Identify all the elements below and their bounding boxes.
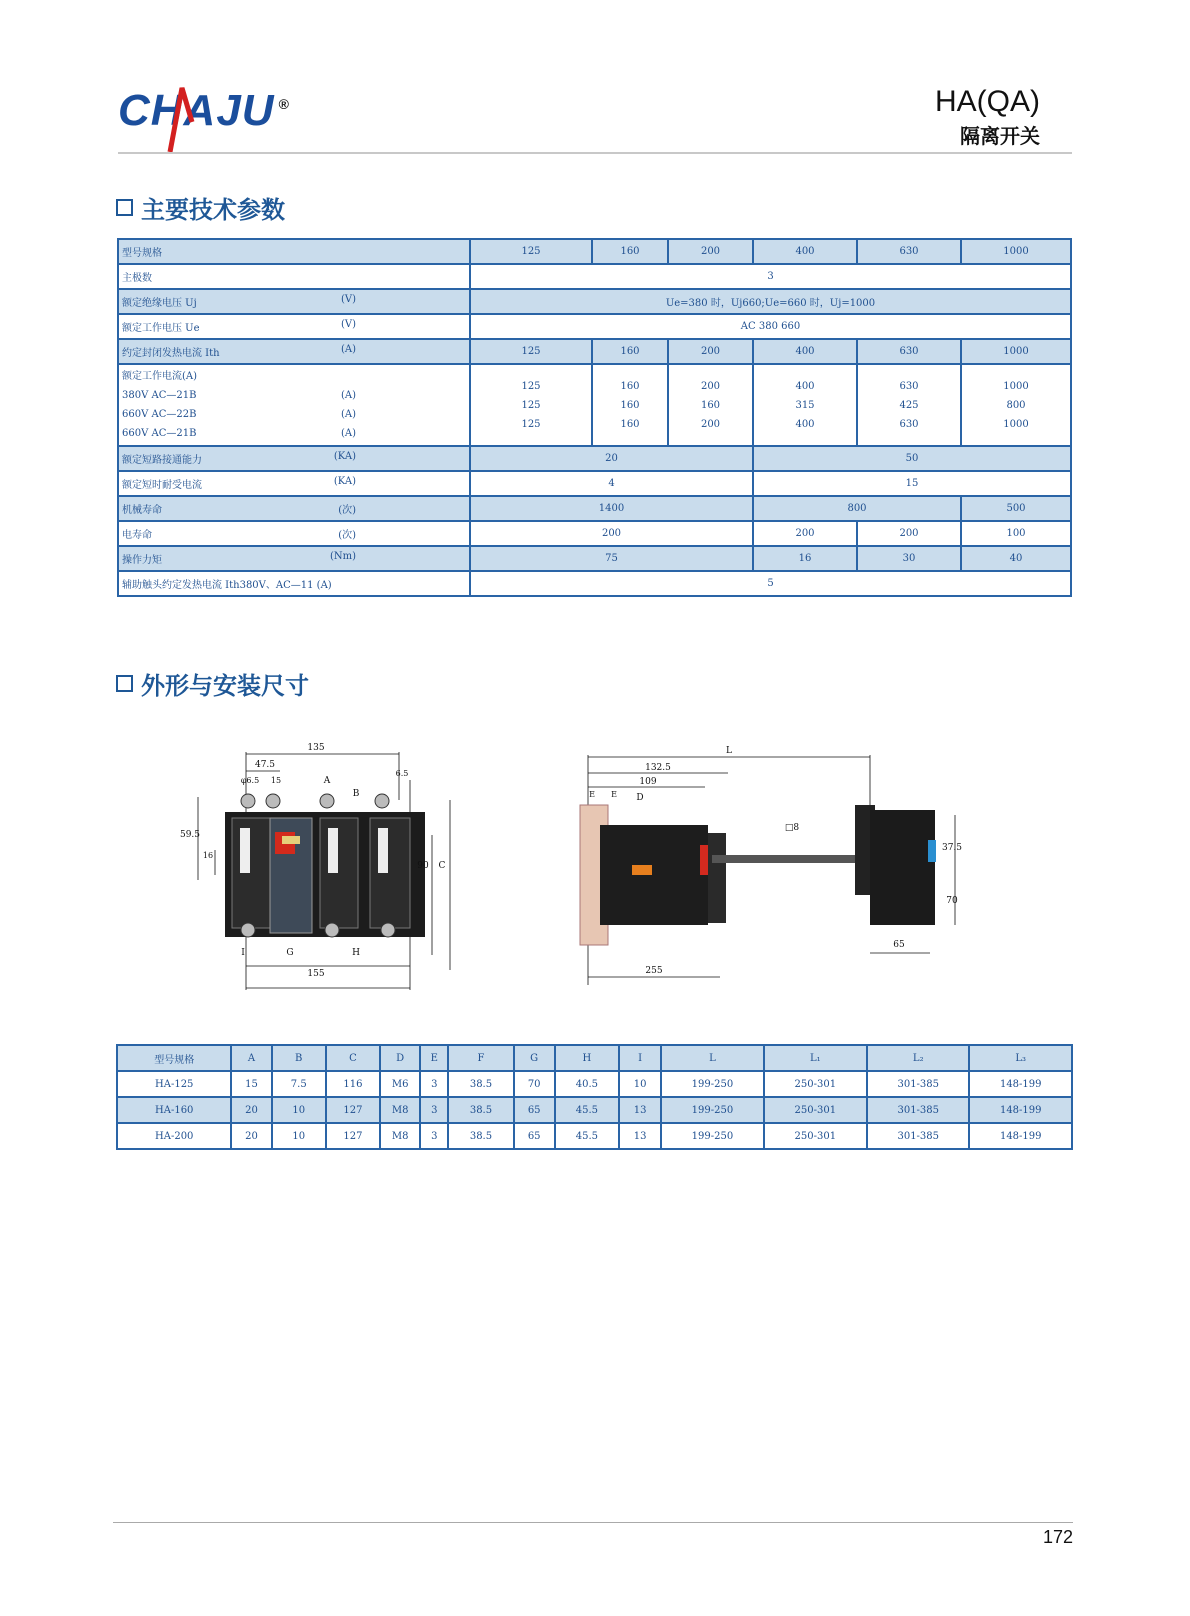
table-cell: 160 160 160 (592, 364, 668, 446)
table-cell: 30 (857, 546, 961, 571)
table-cell: 38.5 (448, 1123, 513, 1149)
table-row (118, 339, 1071, 364)
row-label: 额定短时耐受电流 (KA) (118, 471, 470, 496)
dim-label: 37.5 (941, 843, 963, 853)
table-cell: 65 (514, 1097, 555, 1123)
table-header-cell: 200 (668, 239, 753, 264)
table-cell: 199-250 (661, 1071, 763, 1097)
dim-label: H (352, 948, 360, 958)
table-cell: 20 (231, 1097, 271, 1123)
table-row (118, 571, 1071, 596)
table-cell: 20 (231, 1123, 271, 1149)
row-label: 约定封闭发热电流 Ith (A) (118, 339, 470, 364)
brand-logo (118, 86, 290, 136)
table-cell: HA-160 (117, 1097, 231, 1123)
header-divider (118, 152, 1072, 154)
table-cell: 200 160 200 (668, 364, 753, 446)
table-cell: 148-199 (969, 1123, 1072, 1149)
table-header-cell: E (420, 1045, 448, 1071)
table-cell: 250-301 (764, 1123, 867, 1149)
table-cell: 199-250 (661, 1097, 763, 1123)
table-header-cell: B (272, 1045, 326, 1071)
table-cell: 20 (470, 446, 753, 471)
table-cell: 40.5 (555, 1071, 619, 1097)
logo-accent-icon (160, 82, 200, 154)
table-header-cell: I (619, 1045, 661, 1071)
dim-label: 16 (202, 851, 214, 860)
row-label: 额定短路接通能力 (KA) (118, 446, 470, 471)
dim-label: 70 (946, 896, 958, 906)
table-cell: 200 (470, 521, 753, 546)
dim-label: 65 (893, 940, 905, 950)
table-row (117, 1071, 1072, 1097)
table-cell: M8 (380, 1123, 420, 1149)
table-cell: 148-199 (969, 1071, 1072, 1097)
dim-label: D (636, 793, 644, 803)
row-label: 额定绝缘电压 Uj (V) (118, 289, 470, 314)
table-cell: M8 (380, 1097, 420, 1123)
table-cell: 40 (961, 546, 1071, 571)
dim-label: 109 (639, 777, 657, 787)
front-view-drawing (170, 740, 480, 1015)
table-row (118, 446, 1071, 471)
table-cell: 125 (470, 339, 592, 364)
table-cell: 301-385 (867, 1071, 969, 1097)
table-cell: 200 (668, 339, 753, 364)
table-cell: 127 (326, 1123, 380, 1149)
table-cell: 400 315 400 (753, 364, 857, 446)
table-cell: 10 (272, 1123, 326, 1149)
table-row (118, 471, 1071, 496)
dim-label: G (286, 948, 294, 958)
dim-label: 6.5 (395, 769, 409, 778)
dim-label: 59.5 (179, 830, 201, 840)
table-cell: 200 (857, 521, 961, 546)
dim-label: 132.5 (645, 763, 671, 773)
table-cell: 65 (514, 1123, 555, 1149)
table-header-cell: L₂ (867, 1045, 969, 1071)
table-row (118, 496, 1071, 521)
table-cell: 250-301 (764, 1097, 867, 1123)
dim-label: I (241, 948, 245, 958)
dim-label: 15 (270, 776, 282, 785)
table-header-cell: 125 (470, 239, 592, 264)
row-label: 额定工作电流(A) 380V AC—21B (A) 660V AC—22B (A) 660V AC—21B (A) (118, 364, 470, 446)
row-label: 辅助触头约定发热电流 Ith380V、AC—11 (A) (118, 571, 470, 596)
row-label: 主极数 (118, 264, 470, 289)
section-title-specs (116, 190, 285, 225)
row-label: 机械寿命 (次) (118, 496, 470, 521)
dimensions-table (116, 1044, 1073, 1150)
table-row (118, 239, 1071, 264)
table-header-cell: 1000 (961, 239, 1071, 264)
dim-label: φ6.5 (240, 776, 260, 785)
side-view-drawing (570, 745, 990, 1005)
table-cell: 3 (470, 264, 1071, 289)
spec-table (117, 238, 1072, 597)
checkbox-square-icon (116, 675, 133, 692)
table-row (117, 1123, 1072, 1149)
table-header-cell: A (231, 1045, 271, 1071)
table-cell: 7.5 (272, 1071, 326, 1097)
table-header-cell: L₁ (764, 1045, 867, 1071)
table-header-cell: 400 (753, 239, 857, 264)
table-cell: 800 (753, 496, 961, 521)
table-cell: 70 (514, 1071, 555, 1097)
table-cell: 116 (326, 1071, 380, 1097)
table-cell: 125 125 125 (470, 364, 592, 446)
footer-divider (113, 1522, 1073, 1523)
table-cell: 250-301 (764, 1071, 867, 1097)
dim-label: C (438, 861, 446, 871)
table-header-cell: G (514, 1045, 555, 1071)
table-cell: M6 (380, 1071, 420, 1097)
table-cell: HA-125 (117, 1071, 231, 1097)
dim-label: A (323, 776, 331, 786)
dim-label: 255 (645, 966, 663, 976)
table-cell: 630 425 630 (857, 364, 961, 446)
table-cell: 38.5 (448, 1097, 513, 1123)
table-header-cell: D (380, 1045, 420, 1071)
table-header-cell: H (555, 1045, 619, 1071)
table-cell: 1400 (470, 496, 753, 521)
table-cell: 15 (231, 1071, 271, 1097)
table-cell: 400 (753, 339, 857, 364)
table-cell: 38.5 (448, 1071, 513, 1097)
dim-label: E (611, 790, 617, 799)
model-title: HA(QA) (935, 85, 1040, 118)
table-cell: 3 (420, 1097, 448, 1123)
table-cell: AC 380 660 (470, 314, 1071, 339)
table-row (118, 364, 1071, 446)
table-row (118, 521, 1071, 546)
table-cell: 301-385 (867, 1097, 969, 1123)
table-header-cell: L (661, 1045, 763, 1071)
row-label: 电寿命 (次) (118, 521, 470, 546)
dim-label: B (352, 789, 360, 799)
row-label: 额定工作电压 Ue (V) (118, 314, 470, 339)
table-cell: 160 (592, 339, 668, 364)
table-cell: 3 (420, 1123, 448, 1149)
table-cell: 148-199 (969, 1097, 1072, 1123)
table-cell: 127 (326, 1097, 380, 1123)
table-cell: 3 (420, 1071, 448, 1097)
brand-name: CHAJU (118, 86, 275, 135)
table-cell: 45.5 (555, 1123, 619, 1149)
dim-label: 90 (417, 861, 429, 871)
table-header-cell: L₃ (969, 1045, 1072, 1071)
dim-label: 155 (307, 969, 325, 979)
page-number: 172 (1042, 1527, 1073, 1547)
table-header-cell: F (448, 1045, 513, 1071)
row-label: 操作力矩 (Nm) (118, 546, 470, 571)
table-cell: 45.5 (555, 1097, 619, 1123)
table-row (118, 314, 1071, 339)
table-cell: 500 (961, 496, 1071, 521)
table-row (118, 264, 1071, 289)
table-cell: 630 (857, 339, 961, 364)
table-row (118, 546, 1071, 571)
table-cell: 301-385 (867, 1123, 969, 1149)
table-cell: 75 (470, 546, 753, 571)
table-header-cell: 160 (592, 239, 668, 264)
table-row (117, 1097, 1072, 1123)
table-cell: 50 (753, 446, 1071, 471)
table-cell: 199-250 (661, 1123, 763, 1149)
dim-label: L (726, 746, 732, 756)
table-cell: 1000 800 1000 (961, 364, 1071, 446)
table-cell: Ue=380 时，Uj660;Ue=660 时，Uj=1000 (470, 289, 1071, 314)
table-cell: 200 (753, 521, 857, 546)
table-header-cell: 630 (857, 239, 961, 264)
table-cell: 4 (470, 471, 753, 496)
table-row (117, 1045, 1072, 1071)
registered-mark: ® (278, 96, 290, 113)
dim-label: 135 (307, 743, 325, 753)
table-cell: 16 (753, 546, 857, 571)
table-header-cell: 型号规格 (117, 1045, 231, 1071)
model-subtitle: 隔离开关 (960, 124, 1040, 148)
section-title-text: 主要技术参数 (141, 196, 285, 224)
table-cell: 10 (619, 1071, 661, 1097)
section-title-dims (116, 666, 309, 701)
table-cell: 10 (272, 1097, 326, 1123)
table-cell: 5 (470, 571, 1071, 596)
dim-label: E (589, 790, 595, 799)
table-cell: 13 (619, 1097, 661, 1123)
table-row (118, 289, 1071, 314)
table-cell: 15 (753, 471, 1071, 496)
table-header-cell: C (326, 1045, 380, 1071)
table-cell: 13 (619, 1123, 661, 1149)
table-cell: 100 (961, 521, 1071, 546)
table-cell: 1000 (961, 339, 1071, 364)
checkbox-square-icon (116, 199, 133, 216)
dim-label: 47.5 (254, 760, 276, 770)
table-cell: HA-200 (117, 1123, 231, 1149)
table-header-cell: 型号规格 (118, 239, 470, 264)
dim-label: □8 (784, 823, 800, 833)
section-title-text: 外形与安装尺寸 (141, 672, 309, 700)
